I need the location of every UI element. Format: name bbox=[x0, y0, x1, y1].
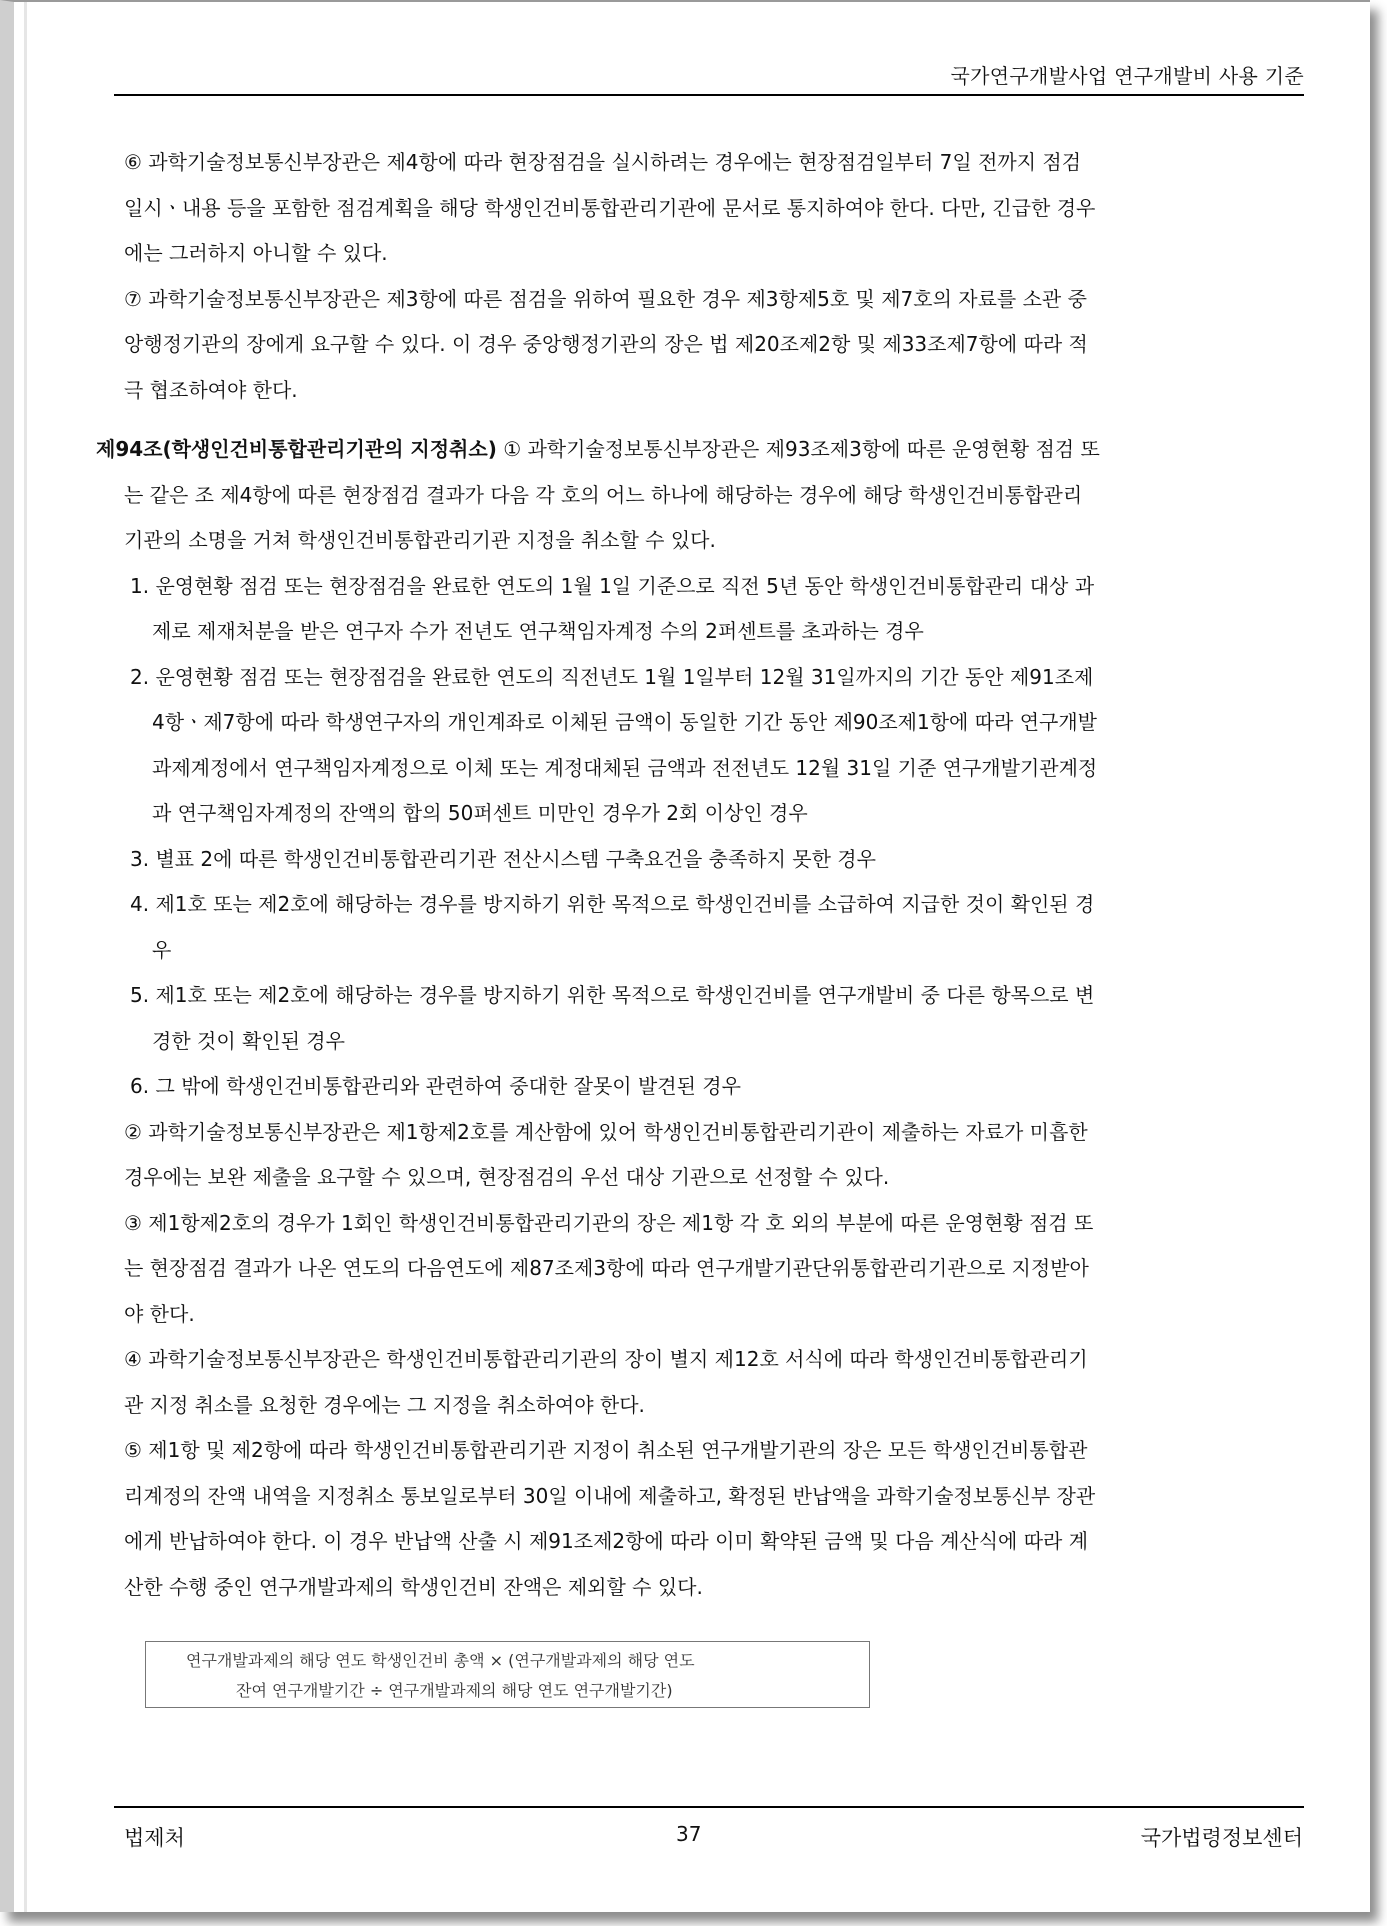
item-4-line2: 우 bbox=[152, 937, 172, 962]
item-2-line1: 2. 운영현황 점검 또는 현장점검을 완료한 연도의 직전년도 1월 1일부터 12월 31일까지의 기간 동안 제91조제 bbox=[130, 664, 1094, 689]
item-3-line1: 3. 별표 2에 따른 학생인건비통합관리기관 전산시스템 구축요건을 충족하지 못한 경우 bbox=[130, 846, 876, 871]
formula-box bbox=[145, 1641, 870, 1708]
article-line2: 는 같은 조 제4항에 따른 현장점검 결과가 다음 각 호의 어느 하나에 해당하는 경우에 해당 학생인건비통합관리 bbox=[124, 482, 1083, 507]
paragraph-2-line1: ② 과학기술정보통신부장관은 제1항제2호를 계산함에 있어 학생인건비통합관리기관이 제출하는 자료가 미흡한 bbox=[124, 1119, 1088, 1144]
paragraph-5-line3: 에게 반납하여야 한다. 이 경우 반납액 산출 시 제91조제2항에 따라 이미 확약된 금액 및 다음 계산식에 따라 계 bbox=[124, 1529, 1089, 1553]
item-2-line3: 과제계정에서 연구책임자계정으로 이체 또는 계정대체된 금액과 전전년도 12월 31일 기준 연구개발기관계정 bbox=[152, 755, 1098, 780]
item-6-line1: 6. 그 밖에 학생인건비통합관리와 관련하여 중대한 잘못이 발견된 경우 bbox=[130, 1074, 741, 1098]
item-1-line1: 1. 운영현황 점검 또는 현장점검을 완료한 연도의 1월 1일 기준으로 직전 5년 동안 학생인건비통합관리 대상 과 bbox=[130, 573, 1095, 598]
item-5-line1: 5. 제1호 또는 제2호에 해당하는 경우를 방지하기 위한 목적으로 학생인건비를 연구개발비 중 다른 항목으로 변 bbox=[130, 983, 1095, 1007]
page-edge-shade bbox=[24, 2, 27, 1912]
page-header bbox=[114, 58, 1304, 96]
paragraph-5-line4: 산한 수행 중인 연구개발과제의 학생인건비 잔액은 제외할 수 있다. bbox=[124, 1574, 703, 1599]
paragraph-4-line1: ④ 과학기술정보통신부장관은 학생인건비통합관리기관의 장이 별지 제12호 서식에 따라 학생인건비통합관리기 bbox=[124, 1347, 1088, 1371]
paragraph-3 bbox=[124, 1201, 1304, 1338]
paragraph-5 bbox=[124, 1428, 1304, 1610]
article-line1: ① 과학기술정보통신부장관은 제93조제3항에 따른 운영현황 점검 또 bbox=[496, 437, 1100, 461]
paragraph-2 bbox=[124, 1110, 1304, 1201]
paragraph-7 bbox=[124, 277, 1304, 414]
paragraph-6-line2: 일시ㆍ내용 등을 포함한 점검계획을 해당 학생인건비통합관리기관에 문서로 통지하여야 한다. 다만, 긴급한 경우 bbox=[124, 195, 1096, 220]
paragraph-5-line1: ⑤ 제1항 및 제2항에 따라 학생인건비통합관리기관 지정이 취소된 연구개발기관의 장은 모든 학생인건비통합관 bbox=[124, 1438, 1088, 1462]
article-title: 제94조(학생인건비통합관리기관의 지정취소) bbox=[96, 437, 497, 461]
paragraph-4 bbox=[124, 1337, 1304, 1428]
formula-line1: 연구개발과제의 해당 연도 학생인건비 총액 × (연구개발과제의 해당 연도 bbox=[186, 1651, 695, 1670]
formula-line2: 잔여 연구개발기간 ÷ 연구개발과제의 해당 연도 연구개발기간) bbox=[236, 1681, 673, 1700]
footer-rule bbox=[114, 1806, 1304, 1808]
paragraph-7-line1: ⑦ 과학기술정보통신부장관은 제3항에 따른 점검을 위하여 필요한 경우 제3항제5호 및 제7호의 자료를 소관 중 bbox=[124, 286, 1087, 311]
paragraph-3-line2: 는 현장점검 결과가 나온 연도의 다음연도에 제87조제3항에 따라 연구개발기관단위통합관리기관으로 지정받아 bbox=[124, 1256, 1089, 1280]
article-line3: 기관의 소명을 거쳐 학생인건비통합관리기관 지정을 취소할 수 있다. bbox=[124, 528, 716, 552]
item-2-line2: 4항ㆍ제7항에 따라 학생연구자의 개인계좌로 이체된 금액이 동일한 기간 동안 제90조제1항에 따라 연구개발 bbox=[152, 710, 1097, 734]
item-2-line4: 과 연구책임자계정의 잔액의 합의 50퍼센트 미만인 경우가 2회 이상인 경우 bbox=[152, 801, 808, 825]
article-items bbox=[124, 564, 1304, 1110]
paragraph-7-line3: 극 협조하여야 한다. bbox=[124, 377, 298, 402]
document-body bbox=[96, 140, 1304, 1610]
page-number: 37 bbox=[676, 1822, 702, 1846]
item-4-line1: 4. 제1호 또는 제2호에 해당하는 경우를 방지하기 위한 목적으로 학생인건비를 소급하여 지급한 것이 확인된 경 bbox=[130, 892, 1095, 916]
paragraph-6 bbox=[124, 140, 1304, 277]
item-1-line2: 제로 제재처분을 받은 연구자 수가 전년도 연구책임자계정 수의 2퍼센트를 초과하는 경우 bbox=[152, 619, 924, 643]
footer-publisher: 법제처 bbox=[124, 1826, 185, 1850]
item-5-line2: 경한 것이 확인된 경우 bbox=[152, 1028, 345, 1053]
footer-source: 국가법령정보센터 bbox=[1140, 1826, 1303, 1850]
paragraph-3-line3: 야 한다. bbox=[124, 1301, 195, 1326]
paragraph-2-line2: 경우에는 보완 제출을 요구할 수 있으며, 현장점검의 우선 대상 기관으로 선정할 수 있다. bbox=[124, 1165, 890, 1189]
header-title: 국가연구개발사업 연구개발비 사용 기준 bbox=[950, 64, 1304, 88]
paragraph-3-line1: ③ 제1항제2호의 경우가 1회인 학생인건비통합관리기관의 장은 제1항 각 호 외의 부분에 따른 운영현황 점검 또 bbox=[124, 1210, 1094, 1235]
paragraph-7-line2: 앙행정기관의 장에게 요구할 수 있다. 이 경우 중앙행정기관의 장은 법 제20조제2항 및 제33조제7항에 따라 적 bbox=[124, 332, 1088, 356]
article-94 bbox=[96, 427, 1304, 564]
paragraph-6-line3: 에는 그러하지 아니할 수 있다. bbox=[124, 241, 388, 265]
paragraph-4-line2: 관 지정 취소를 요청한 경우에는 그 지정을 취소하여야 한다. bbox=[124, 1392, 645, 1417]
paragraph-5-line2: 리계정의 잔액 내역을 지정취소 통보일로부터 30일 이내에 제출하고, 확정된 반납액을 과학기술정보통신부 장관 bbox=[124, 1483, 1096, 1508]
paragraph-6-line1: ⑥ 과학기술정보통신부장관은 제4항에 따라 현장점검을 실시하려는 경우에는 현장점검일부터 7일 전까지 점검 bbox=[124, 150, 1082, 174]
